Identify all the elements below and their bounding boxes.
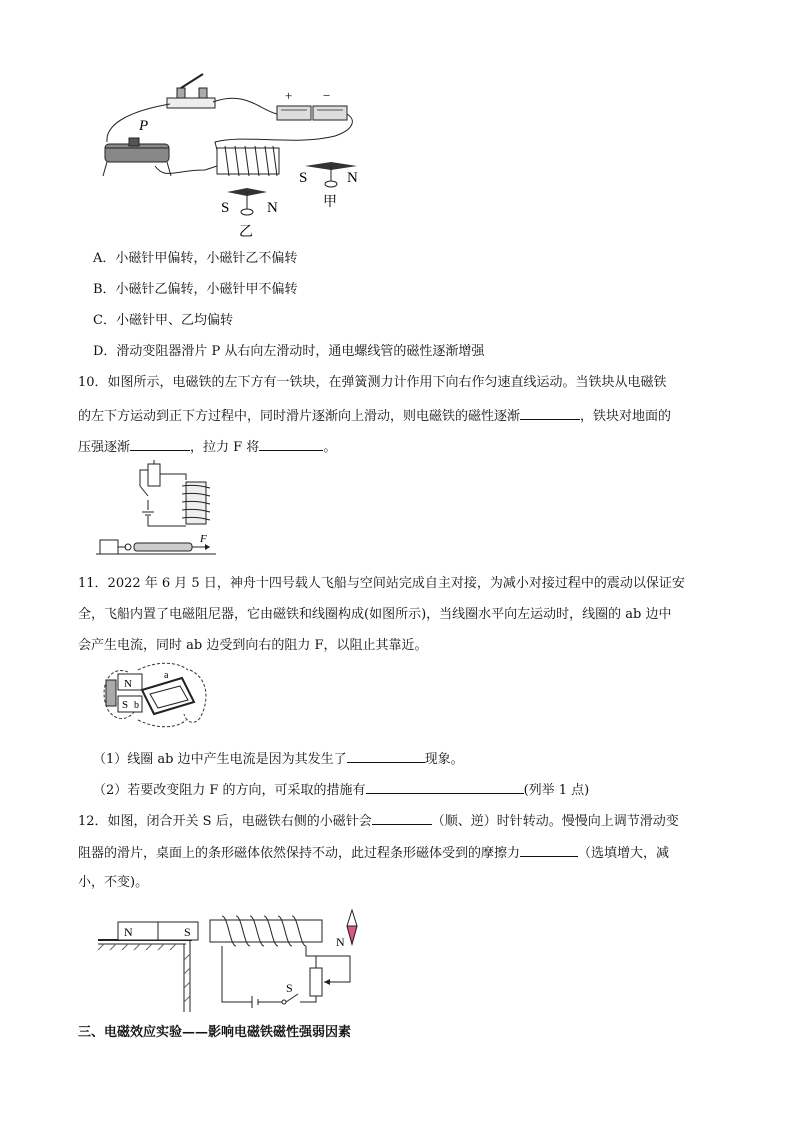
- q12-line2-text-a: 阻器的滑片，桌面上的条形磁体依然保持不动，此过程条形磁体受到的摩擦力: [78, 846, 521, 861]
- q12-circuit-figure: [96, 904, 366, 1016]
- q11-sub1-text-a: （1）线圈 ab 边中产生电流是因为其发生了: [93, 752, 347, 767]
- q11-blank-1[interactable]: [347, 749, 425, 763]
- q11-sub1: [93, 749, 464, 769]
- slider-label-p: P: [139, 118, 149, 134]
- q10-line3: [78, 437, 336, 457]
- q10-line3-text-b: ，拉力 F 将: [190, 440, 260, 455]
- coil-a-label: a: [164, 670, 169, 681]
- section-3-heading: 三、电磁效应实验——影响电磁铁磁性强弱因素: [78, 1025, 352, 1040]
- q9-option-c: C．小磁针甲、乙均偏转: [93, 313, 233, 328]
- bar-magnet-s: S: [184, 925, 191, 939]
- q11-sub2-text-b: (列举 1 点): [523, 783, 590, 798]
- q9-circuit-figure: [95, 70, 365, 242]
- left-needle-s: S: [221, 200, 230, 216]
- left-needle-n: N: [267, 200, 278, 216]
- q12-line1-text-a: 12．如图，闭合开关 S 后，电磁铁右侧的小磁针会: [78, 814, 372, 829]
- battery-plus-label: +: [285, 88, 293, 103]
- q10-line2-text-b: ，铁块对地面的: [580, 409, 672, 424]
- q12-line2: [78, 843, 669, 863]
- q10-line3-text-a: 压强逐渐: [78, 440, 131, 455]
- q9-option-d: D．滑动变阻器滑片 P 从右向左滑动时，通电螺线管的磁性逐渐增强: [93, 344, 485, 359]
- q11-line3: 会产生电流，同时 ab 边受到向右的阻力 F，以阻止其靠近。: [78, 638, 428, 653]
- q11-line2: 全，飞船内置了电磁阻尼器，它由磁铁和线圈构成(如图所示)，当线圈水平向左运动时，线圈的 ab 边中: [78, 607, 672, 622]
- q10-blank-3[interactable]: [259, 437, 323, 451]
- q10-blank-1[interactable]: [520, 406, 580, 420]
- q12-blank-1[interactable]: [372, 811, 432, 825]
- q12-line1-text-b: （顺、逆）时针转动。慢慢向上调节滑动变: [431, 814, 679, 829]
- q11-blank-2[interactable]: [366, 780, 524, 794]
- right-needle-s: S: [299, 170, 308, 186]
- needle-jia-label: 甲: [323, 195, 337, 210]
- q12-line3: 小，不变)。: [78, 875, 149, 890]
- q9-option-b: B．小磁针乙偏转，小磁针甲不偏转: [93, 282, 298, 297]
- q11-damper-figure: [98, 660, 210, 730]
- magnet-n-label: N: [124, 678, 132, 690]
- q9-option-a: A．小磁针甲偏转，小磁针乙不偏转: [93, 251, 298, 266]
- q12-line2-text-b: （选填增大，减: [578, 846, 670, 861]
- compass-n-label: N: [336, 935, 345, 949]
- right-needle-n: N: [347, 170, 358, 186]
- q10-line2: [78, 406, 671, 426]
- magnet-s-label: S: [122, 699, 129, 711]
- switch-s-label: S: [286, 981, 293, 995]
- q10-blank-2[interactable]: [130, 437, 190, 451]
- q10-electromagnet-figure: [96, 460, 216, 558]
- q12-blank-2[interactable]: [520, 843, 578, 857]
- bar-magnet-n: N: [124, 925, 133, 939]
- needle-yi-label: 乙: [239, 225, 253, 240]
- q12-line1: [78, 811, 679, 831]
- battery-minus-label: −: [323, 88, 331, 103]
- q11-sub2-text-a: （2）若要改变阻力 F 的方向，可采取的措施有: [93, 783, 366, 798]
- q10-line1: 10．如图所示，电磁铁的左下方有一铁块，在弹簧测力计作用下向右作匀速直线运动。当铁块从电磁铁: [78, 375, 667, 390]
- q10-line2-text-a: 的左下方运动到正下方过程中，同时滑片逐渐向上滑动，则电磁铁的磁性逐渐: [78, 409, 521, 424]
- q11-sub2: [93, 780, 589, 800]
- coil-b-label: b: [134, 700, 139, 711]
- force-f-label: F: [200, 533, 207, 545]
- q11-line1: 11．2022 年 6 月 5 日，神舟十四号载人飞船与空间站完成自主对接，为减小对接过程中的震动以保证安: [78, 576, 685, 591]
- q10-line3-text-c: 。: [323, 440, 337, 455]
- q11-sub1-text-b: 现象。: [424, 752, 464, 767]
